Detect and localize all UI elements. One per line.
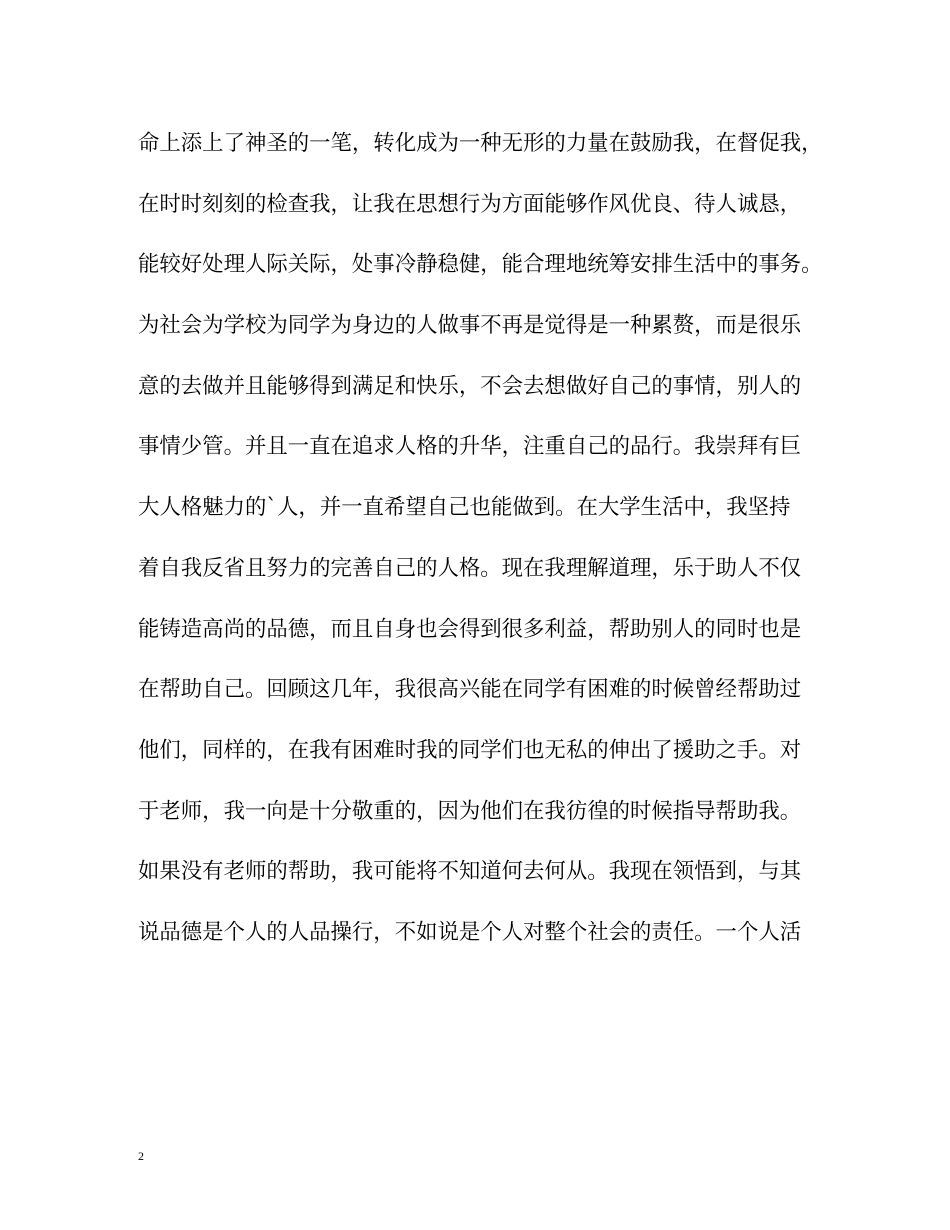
text-line: 他们，同样的，在我有困难时我的同学们也无私的伸出了援助之手。对: [138, 737, 802, 763]
text-line: 在时时刻刻的检查我，让我在思想行为方面能够作风优良、待人诚恳，: [138, 191, 802, 217]
page-number: 2: [138, 1149, 144, 1163]
text-line: 着自我反省且努力的完善自己的人格。现在我理解道理，乐于助人不仅: [138, 555, 802, 581]
text-line: 事情少管。并且一直在追求人格的升华，注重自己的品行。我崇拜有巨: [138, 434, 802, 460]
text-line: 大人格魅力的`人，并一直希望自己也能做到。在大学生活中，我坚持: [138, 495, 791, 521]
text-line: 说品德是个人的人品操行，不如说是个人对整个社会的责任。一个人活: [138, 919, 802, 945]
text-line: 为社会为学校为同学为身边的人做事不再是觉得是一种累赘，而是很乐: [138, 313, 802, 339]
text-line: 命上添上了神圣的一笔，转化成为一种无形的力量在鼓励我，在督促我，: [138, 131, 823, 156]
text-line: 如果没有老师的帮助，我可能将不知道何去何从。我现在领悟到，与其: [138, 859, 802, 885]
text-line: 能铸造高尚的品德，而且自身也会得到很多利益，帮助别人的同时也是: [138, 616, 802, 642]
text-line: 意的去做并且能够得到满足和快乐，不会去想做好自己的事情，别人的: [138, 373, 802, 399]
text-line: 能较好处理人际关际，处事冷静稳健，能合理地统筹安排生活中的事务。: [138, 252, 823, 278]
text-line: 于老师，我一向是十分敬重的，因为他们在我彷徨的时候指导帮助我。: [138, 798, 802, 824]
body-text: [138, 124, 838, 974]
text-line: 在帮助自己。回顾这几年，我很高兴能在同学有困难的时候曾经帮助过: [138, 677, 802, 703]
